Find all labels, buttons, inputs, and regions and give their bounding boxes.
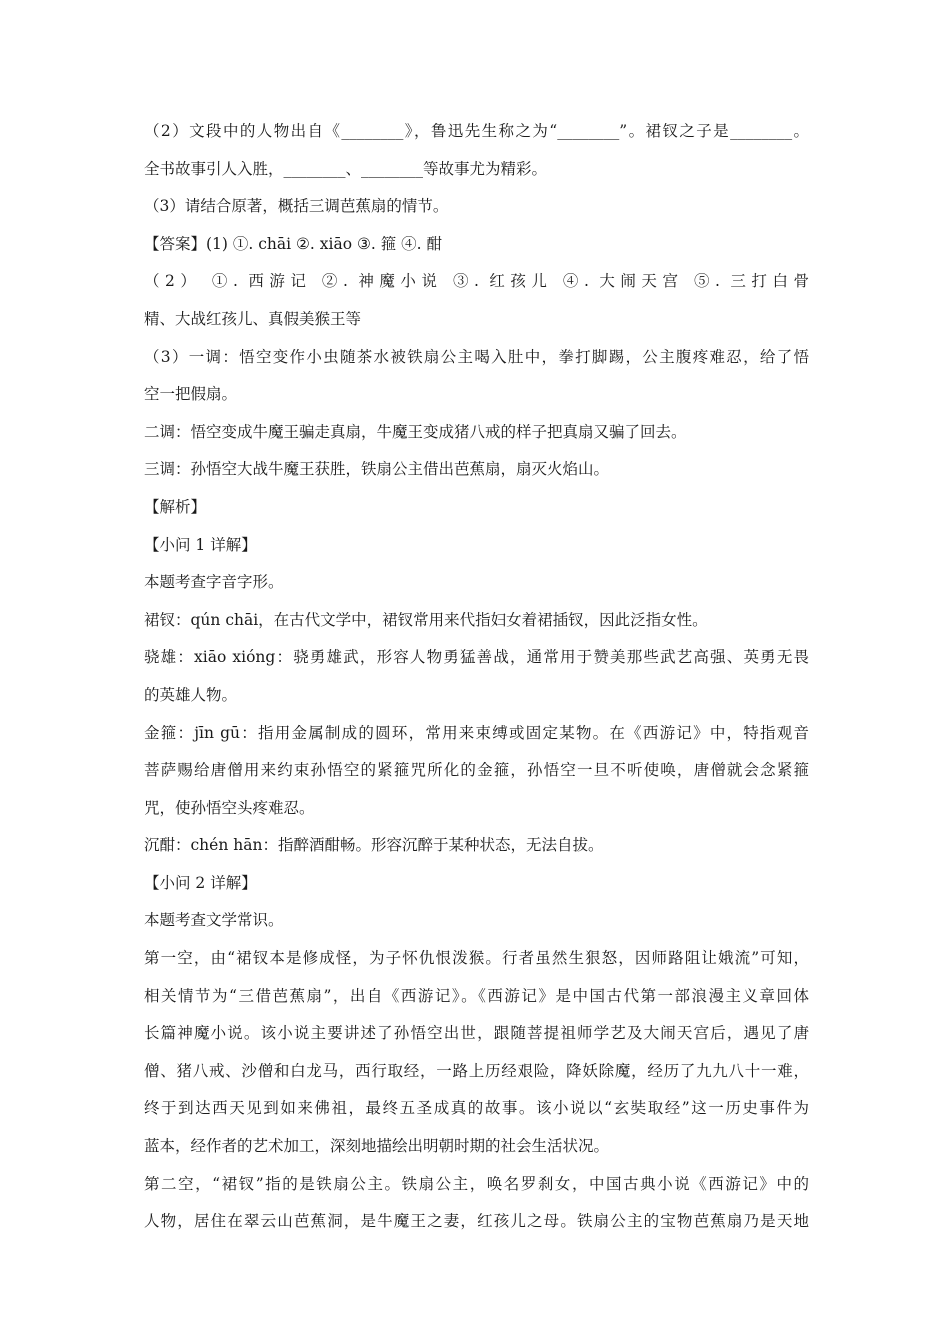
text-line: 沉酣：chén hān：指醉酒酣畅。形容沉醉于某种状态，无法自拔。 xyxy=(144,836,604,855)
text-line: 僧、猪八戒、沙僧和白龙马，西行取经，一路上历经艰险，降妖除魔，经历了九九八十一难， xyxy=(144,1061,809,1080)
text-line: （2）文段中的人物出自《________》，鲁迅先生称之为“________”。裙钗之子是________。 xyxy=(144,122,809,140)
text-line: 终于到达西天见到如来佛祖，最终五圣成真的故事。该小说以“玄奘取经”这一历史事件为 xyxy=(144,1099,809,1118)
subquestion-1-heading: 【小问 1 详解】 xyxy=(144,535,257,554)
text-line: 金箍：jīn gū：指用金属制成的圆环，常用来束缚或固定某物。在《西游记》中，特指观音 xyxy=(144,723,809,742)
answer-3: （3）一调：悟空变作小虫随茶水被铁扇公主喝入肚中，拳打脚踢，公主腹疼难忍，给了悟 xyxy=(144,347,809,366)
document-page xyxy=(144,113,809,1241)
text-line: 相关情节为“三借芭蕉扇”，出自《西游记》。《西游记》是中国古代第一部浪漫主义章回体 xyxy=(144,986,809,1005)
question-3: （3）请结合原著，概括三调芭蕉扇的情节。 xyxy=(144,197,449,216)
text-line: 二调：悟空变成牛魔王骗走真扇，牛魔王变成猪八戒的样子把真扇又骗了回去。 xyxy=(144,422,687,441)
text-line: 咒，使孙悟空头疼难忍。 xyxy=(144,798,315,817)
text-line: 三调：孙悟空大战牛魔王获胜，铁扇公主借出芭蕉扇，扇灭火焰山。 xyxy=(144,460,610,479)
text-line: 裙钗：qún chāi，在古代文学中，裙钗常用来代指妇女着裙插钗，因此泛指女性。 xyxy=(144,610,708,629)
subquestion-2-heading: 【小问 2 详解】 xyxy=(144,873,257,892)
text-line: 长篇神魔小说。该小说主要讲述了孙悟空出世，跟随菩提祖师学艺及大闹天宫后，遇见了唐 xyxy=(144,1024,809,1043)
text-line: 蓝本，经作者的艺术加工，深刻地描绘出明朝时期的社会生活状况。 xyxy=(144,1137,610,1156)
text-line: 全书故事引人入胜，________、________等故事尤为精彩。 xyxy=(144,159,548,178)
analysis-heading: 【解析】 xyxy=(144,497,207,516)
text-line: 本题考查字音字形。 xyxy=(144,573,284,592)
text-line: 空一把假扇。 xyxy=(144,385,238,404)
text-line: 骁雄：xiāo xióng：骁勇雄武，形容人物勇猛善战，通常用于赞美那些武艺高强、英勇无畏 xyxy=(144,648,809,667)
answer-1: 【答案】(1) ①. chāi ②. xiāo ③. 箍 ④. 酣 xyxy=(144,234,443,253)
text-line: 本题考查文学常识。 xyxy=(144,911,284,930)
text-line: 第一空，由“裙钗本是修成怪，为子怀仇恨泼猴。行者虽然生狠怒，因师路阻让娥流”可知， xyxy=(144,949,809,968)
text-line: 精、大战红孩儿、真假美猴王等 xyxy=(144,309,362,328)
text-line: 第二空，“裙钗”指的是铁扇公主。铁扇公主，唤名罗刹女，中国古典小说《西游记》中的 xyxy=(144,1174,809,1193)
text-line: 的英雄人物。 xyxy=(144,685,238,704)
text-line: 菩萨赐给唐僧用来约束孙悟空的紧箍咒所化的金箍，孙悟空一旦不听使唤，唐僧就会念紧箍 xyxy=(144,761,809,780)
text-line: 人物，居住在翠云山芭蕉洞，是牛魔王之妻，红孩儿之母。铁扇公主的宝物芭蕉扇乃是天地 xyxy=(144,1212,809,1231)
answer-2: （2） ①. 西游记 ②. 神魔小说 ③. 红孩儿 ④. 大闹天宫 ⑤. 三打白骨 xyxy=(144,272,809,291)
